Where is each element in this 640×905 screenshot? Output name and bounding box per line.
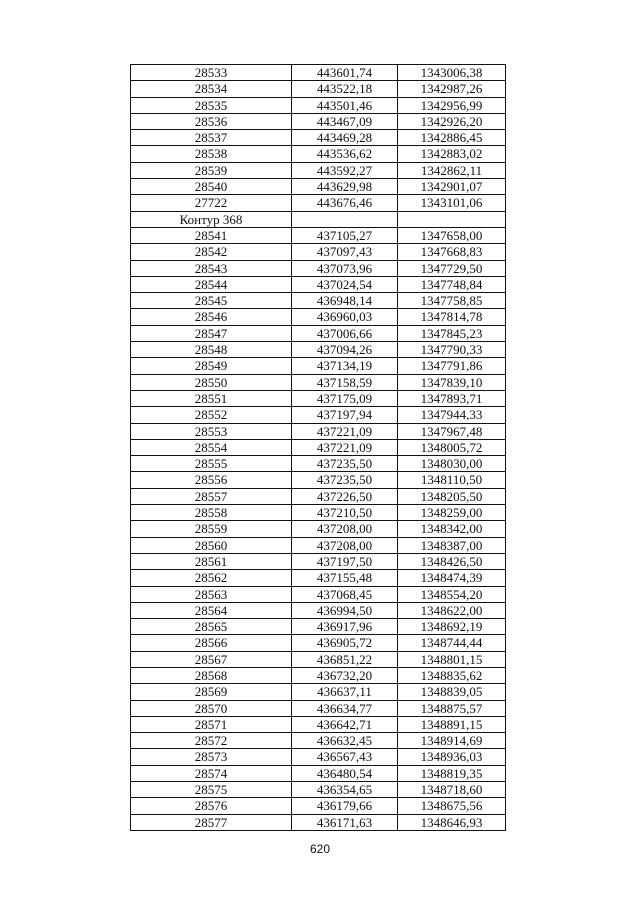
table-row — [131, 505, 506, 521]
y-coordinate-cell: 1347758,85 — [398, 293, 506, 309]
point-id-cell: 28558 — [131, 505, 292, 521]
point-id-cell: 28574 — [131, 765, 292, 781]
point-id-cell: 28543 — [131, 260, 292, 276]
point-id-cell: 28565 — [131, 619, 292, 635]
y-coordinate-cell: 1348030,00 — [398, 456, 506, 472]
table-row — [131, 651, 506, 667]
point-id-cell: 28556 — [131, 472, 292, 488]
table-row — [131, 162, 506, 178]
table-row — [131, 635, 506, 651]
point-id-cell: 28571 — [131, 716, 292, 732]
table-row — [131, 374, 506, 390]
y-coordinate-cell: 1347790,33 — [398, 342, 506, 358]
x-coordinate-cell: 436632,45 — [292, 733, 398, 749]
point-id-cell: 28563 — [131, 586, 292, 602]
point-id-cell: 28560 — [131, 537, 292, 553]
table-row — [131, 244, 506, 260]
y-coordinate-cell: 1348744,44 — [398, 635, 506, 651]
table-row — [131, 309, 506, 325]
y-coordinate-cell: 1348342,00 — [398, 521, 506, 537]
table-row — [131, 586, 506, 602]
point-id-cell: 28533 — [131, 65, 292, 81]
y-coordinate-cell: 1347668,83 — [398, 244, 506, 260]
x-coordinate-cell: 436179,66 — [292, 798, 398, 814]
point-id-cell: 28577 — [131, 814, 292, 830]
point-id-cell: 28559 — [131, 521, 292, 537]
y-coordinate-cell: 1348554,20 — [398, 586, 506, 602]
x-coordinate-cell: 437226,50 — [292, 488, 398, 504]
point-id-cell: 28572 — [131, 733, 292, 749]
y-coordinate-cell: 1347791,86 — [398, 358, 506, 374]
table-row — [131, 439, 506, 455]
point-id-cell: 28540 — [131, 179, 292, 195]
x-coordinate-cell: 436480,54 — [292, 765, 398, 781]
point-id-cell: 28546 — [131, 309, 292, 325]
point-id-cell: 28566 — [131, 635, 292, 651]
x-coordinate-cell: 437235,50 — [292, 456, 398, 472]
table-row — [131, 325, 506, 341]
y-coordinate-cell: 1348692,19 — [398, 619, 506, 635]
table-row — [131, 765, 506, 781]
table-row — [131, 716, 506, 732]
y-coordinate-cell: 1347893,71 — [398, 390, 506, 406]
y-coordinate-cell: 1348875,57 — [398, 700, 506, 716]
table-row — [131, 113, 506, 129]
x-coordinate-cell: 443536,62 — [292, 146, 398, 162]
x-coordinate-cell: 437208,00 — [292, 537, 398, 553]
coordinates-table — [130, 64, 506, 831]
y-coordinate-cell: 1342956,99 — [398, 97, 506, 113]
table-row — [131, 227, 506, 243]
x-coordinate-cell: 437024,54 — [292, 276, 398, 292]
point-id-cell: 28564 — [131, 602, 292, 618]
table-row — [131, 276, 506, 292]
point-id-cell: Контур 368 — [131, 211, 292, 227]
page-number: 620 — [309, 842, 331, 856]
x-coordinate-cell: 437105,27 — [292, 227, 398, 243]
x-coordinate-cell: 437175,09 — [292, 390, 398, 406]
y-coordinate-cell: 1347658,00 — [398, 227, 506, 243]
y-coordinate-cell: 1348426,50 — [398, 553, 506, 569]
point-id-cell: 28545 — [131, 293, 292, 309]
point-id-cell: 28548 — [131, 342, 292, 358]
x-coordinate-cell: 436948,14 — [292, 293, 398, 309]
y-coordinate-cell: 1347729,50 — [398, 260, 506, 276]
x-coordinate-cell: 437073,96 — [292, 260, 398, 276]
x-coordinate-cell: 436917,96 — [292, 619, 398, 635]
table-row — [131, 130, 506, 146]
point-id-cell: 28576 — [131, 798, 292, 814]
y-coordinate-cell: 1342901,07 — [398, 179, 506, 195]
y-coordinate-cell: 1348646,93 — [398, 814, 506, 830]
x-coordinate-cell: 436567,43 — [292, 749, 398, 765]
y-coordinate-cell: 1343101,06 — [398, 195, 506, 211]
point-id-cell: 28547 — [131, 325, 292, 341]
y-coordinate-cell: 1348259,00 — [398, 505, 506, 521]
x-coordinate-cell: 436354,65 — [292, 782, 398, 798]
x-coordinate-cell: 437006,66 — [292, 325, 398, 341]
x-coordinate-cell: 436905,72 — [292, 635, 398, 651]
x-coordinate-cell: 437221,09 — [292, 439, 398, 455]
y-coordinate-cell: 1348005,72 — [398, 439, 506, 455]
y-coordinate-cell: 1342862,11 — [398, 162, 506, 178]
table-row — [131, 97, 506, 113]
table-row — [131, 488, 506, 504]
x-coordinate-cell: 437210,50 — [292, 505, 398, 521]
point-id-cell: 28570 — [131, 700, 292, 716]
table-row — [131, 390, 506, 406]
y-coordinate-cell: 1348914,69 — [398, 733, 506, 749]
table-row — [131, 700, 506, 716]
x-coordinate-cell: 436994,50 — [292, 602, 398, 618]
table-row — [131, 260, 506, 276]
x-coordinate-cell: 437094,26 — [292, 342, 398, 358]
point-id-cell: 28537 — [131, 130, 292, 146]
x-coordinate-cell: 443501,46 — [292, 97, 398, 113]
table-row — [131, 814, 506, 830]
table-row — [131, 293, 506, 309]
table-row — [131, 537, 506, 553]
point-id-cell: 28573 — [131, 749, 292, 765]
point-id-cell: 28575 — [131, 782, 292, 798]
table-row — [131, 358, 506, 374]
x-coordinate-cell: 437208,00 — [292, 521, 398, 537]
point-id-cell: 28551 — [131, 390, 292, 406]
y-coordinate-cell: 1348205,50 — [398, 488, 506, 504]
contour-heading-row — [131, 211, 506, 227]
table-row — [131, 65, 506, 81]
y-coordinate-cell: 1348891,15 — [398, 716, 506, 732]
x-coordinate-cell: 443601,74 — [292, 65, 398, 81]
x-coordinate-cell: 436171,63 — [292, 814, 398, 830]
table-row — [131, 472, 506, 488]
table-row — [131, 521, 506, 537]
y-coordinate-cell: 1348474,39 — [398, 570, 506, 586]
x-coordinate-cell: 437134,19 — [292, 358, 398, 374]
x-coordinate-cell: 443629,98 — [292, 179, 398, 195]
table-row — [131, 423, 506, 439]
table-row — [131, 456, 506, 472]
x-coordinate-cell: 437158,59 — [292, 374, 398, 390]
table-row — [131, 553, 506, 569]
y-coordinate-cell: 1342926,20 — [398, 113, 506, 129]
x-coordinate-cell: 443676,46 — [292, 195, 398, 211]
y-coordinate-cell: 1347814,78 — [398, 309, 506, 325]
point-id-cell: 28538 — [131, 146, 292, 162]
x-coordinate-cell: 443522,18 — [292, 81, 398, 97]
table-row — [131, 570, 506, 586]
point-id-cell: 28562 — [131, 570, 292, 586]
y-coordinate-cell: 1347839,10 — [398, 374, 506, 390]
coordinates-table-body — [131, 65, 506, 831]
y-coordinate-cell: 1342886,45 — [398, 130, 506, 146]
x-coordinate-cell — [292, 211, 398, 227]
x-coordinate-cell: 437221,09 — [292, 423, 398, 439]
table-row — [131, 146, 506, 162]
table-row — [131, 733, 506, 749]
x-coordinate-cell: 437197,50 — [292, 553, 398, 569]
point-id-cell: 28569 — [131, 684, 292, 700]
table-row — [131, 619, 506, 635]
point-id-cell: 28544 — [131, 276, 292, 292]
y-coordinate-cell — [398, 211, 506, 227]
x-coordinate-cell: 436960,03 — [292, 309, 398, 325]
point-id-cell: 28549 — [131, 358, 292, 374]
table-row — [131, 602, 506, 618]
point-id-cell: 28561 — [131, 553, 292, 569]
y-coordinate-cell: 1348110,50 — [398, 472, 506, 488]
table-row — [131, 179, 506, 195]
x-coordinate-cell: 443467,09 — [292, 113, 398, 129]
y-coordinate-cell: 1342987,26 — [398, 81, 506, 97]
table-row — [131, 342, 506, 358]
y-coordinate-cell: 1348839,05 — [398, 684, 506, 700]
point-id-cell: 28534 — [131, 81, 292, 97]
point-id-cell: 28539 — [131, 162, 292, 178]
y-coordinate-cell: 1348835,62 — [398, 667, 506, 683]
x-coordinate-cell: 443592,27 — [292, 162, 398, 178]
y-coordinate-cell: 1348622,00 — [398, 602, 506, 618]
table-row — [131, 407, 506, 423]
table-row — [131, 798, 506, 814]
y-coordinate-cell: 1347967,48 — [398, 423, 506, 439]
x-coordinate-cell: 443469,28 — [292, 130, 398, 146]
x-coordinate-cell: 437155,48 — [292, 570, 398, 586]
point-id-cell: 28536 — [131, 113, 292, 129]
y-coordinate-cell: 1348936,03 — [398, 749, 506, 765]
point-id-cell: 28567 — [131, 651, 292, 667]
y-coordinate-cell: 1342883,02 — [398, 146, 506, 162]
table-row — [131, 684, 506, 700]
y-coordinate-cell: 1347845,23 — [398, 325, 506, 341]
point-id-cell: 28555 — [131, 456, 292, 472]
y-coordinate-cell: 1348387,00 — [398, 537, 506, 553]
table-row — [131, 81, 506, 97]
y-coordinate-cell: 1348675,56 — [398, 798, 506, 814]
table-row — [131, 195, 506, 211]
x-coordinate-cell: 437097,43 — [292, 244, 398, 260]
table-row — [131, 749, 506, 765]
point-id-cell: 28541 — [131, 227, 292, 243]
table-row — [131, 782, 506, 798]
x-coordinate-cell: 437197,94 — [292, 407, 398, 423]
y-coordinate-cell: 1347944,33 — [398, 407, 506, 423]
point-id-cell: 28568 — [131, 667, 292, 683]
x-coordinate-cell: 436642,71 — [292, 716, 398, 732]
x-coordinate-cell: 436634,77 — [292, 700, 398, 716]
point-id-cell: 28552 — [131, 407, 292, 423]
point-id-cell: 28557 — [131, 488, 292, 504]
y-coordinate-cell: 1348801,15 — [398, 651, 506, 667]
x-coordinate-cell: 437235,50 — [292, 472, 398, 488]
point-id-cell: 28554 — [131, 439, 292, 455]
table-row — [131, 667, 506, 683]
y-coordinate-cell: 1348718,60 — [398, 782, 506, 798]
point-id-cell: 27722 — [131, 195, 292, 211]
x-coordinate-cell: 436637,11 — [292, 684, 398, 700]
point-id-cell: 28553 — [131, 423, 292, 439]
point-id-cell: 28542 — [131, 244, 292, 260]
y-coordinate-cell: 1343006,38 — [398, 65, 506, 81]
x-coordinate-cell: 436851,22 — [292, 651, 398, 667]
point-id-cell: 28550 — [131, 374, 292, 390]
y-coordinate-cell: 1347748,84 — [398, 276, 506, 292]
x-coordinate-cell: 436732,20 — [292, 667, 398, 683]
point-id-cell: 28535 — [131, 97, 292, 113]
x-coordinate-cell: 437068,45 — [292, 586, 398, 602]
y-coordinate-cell: 1348819,35 — [398, 765, 506, 781]
